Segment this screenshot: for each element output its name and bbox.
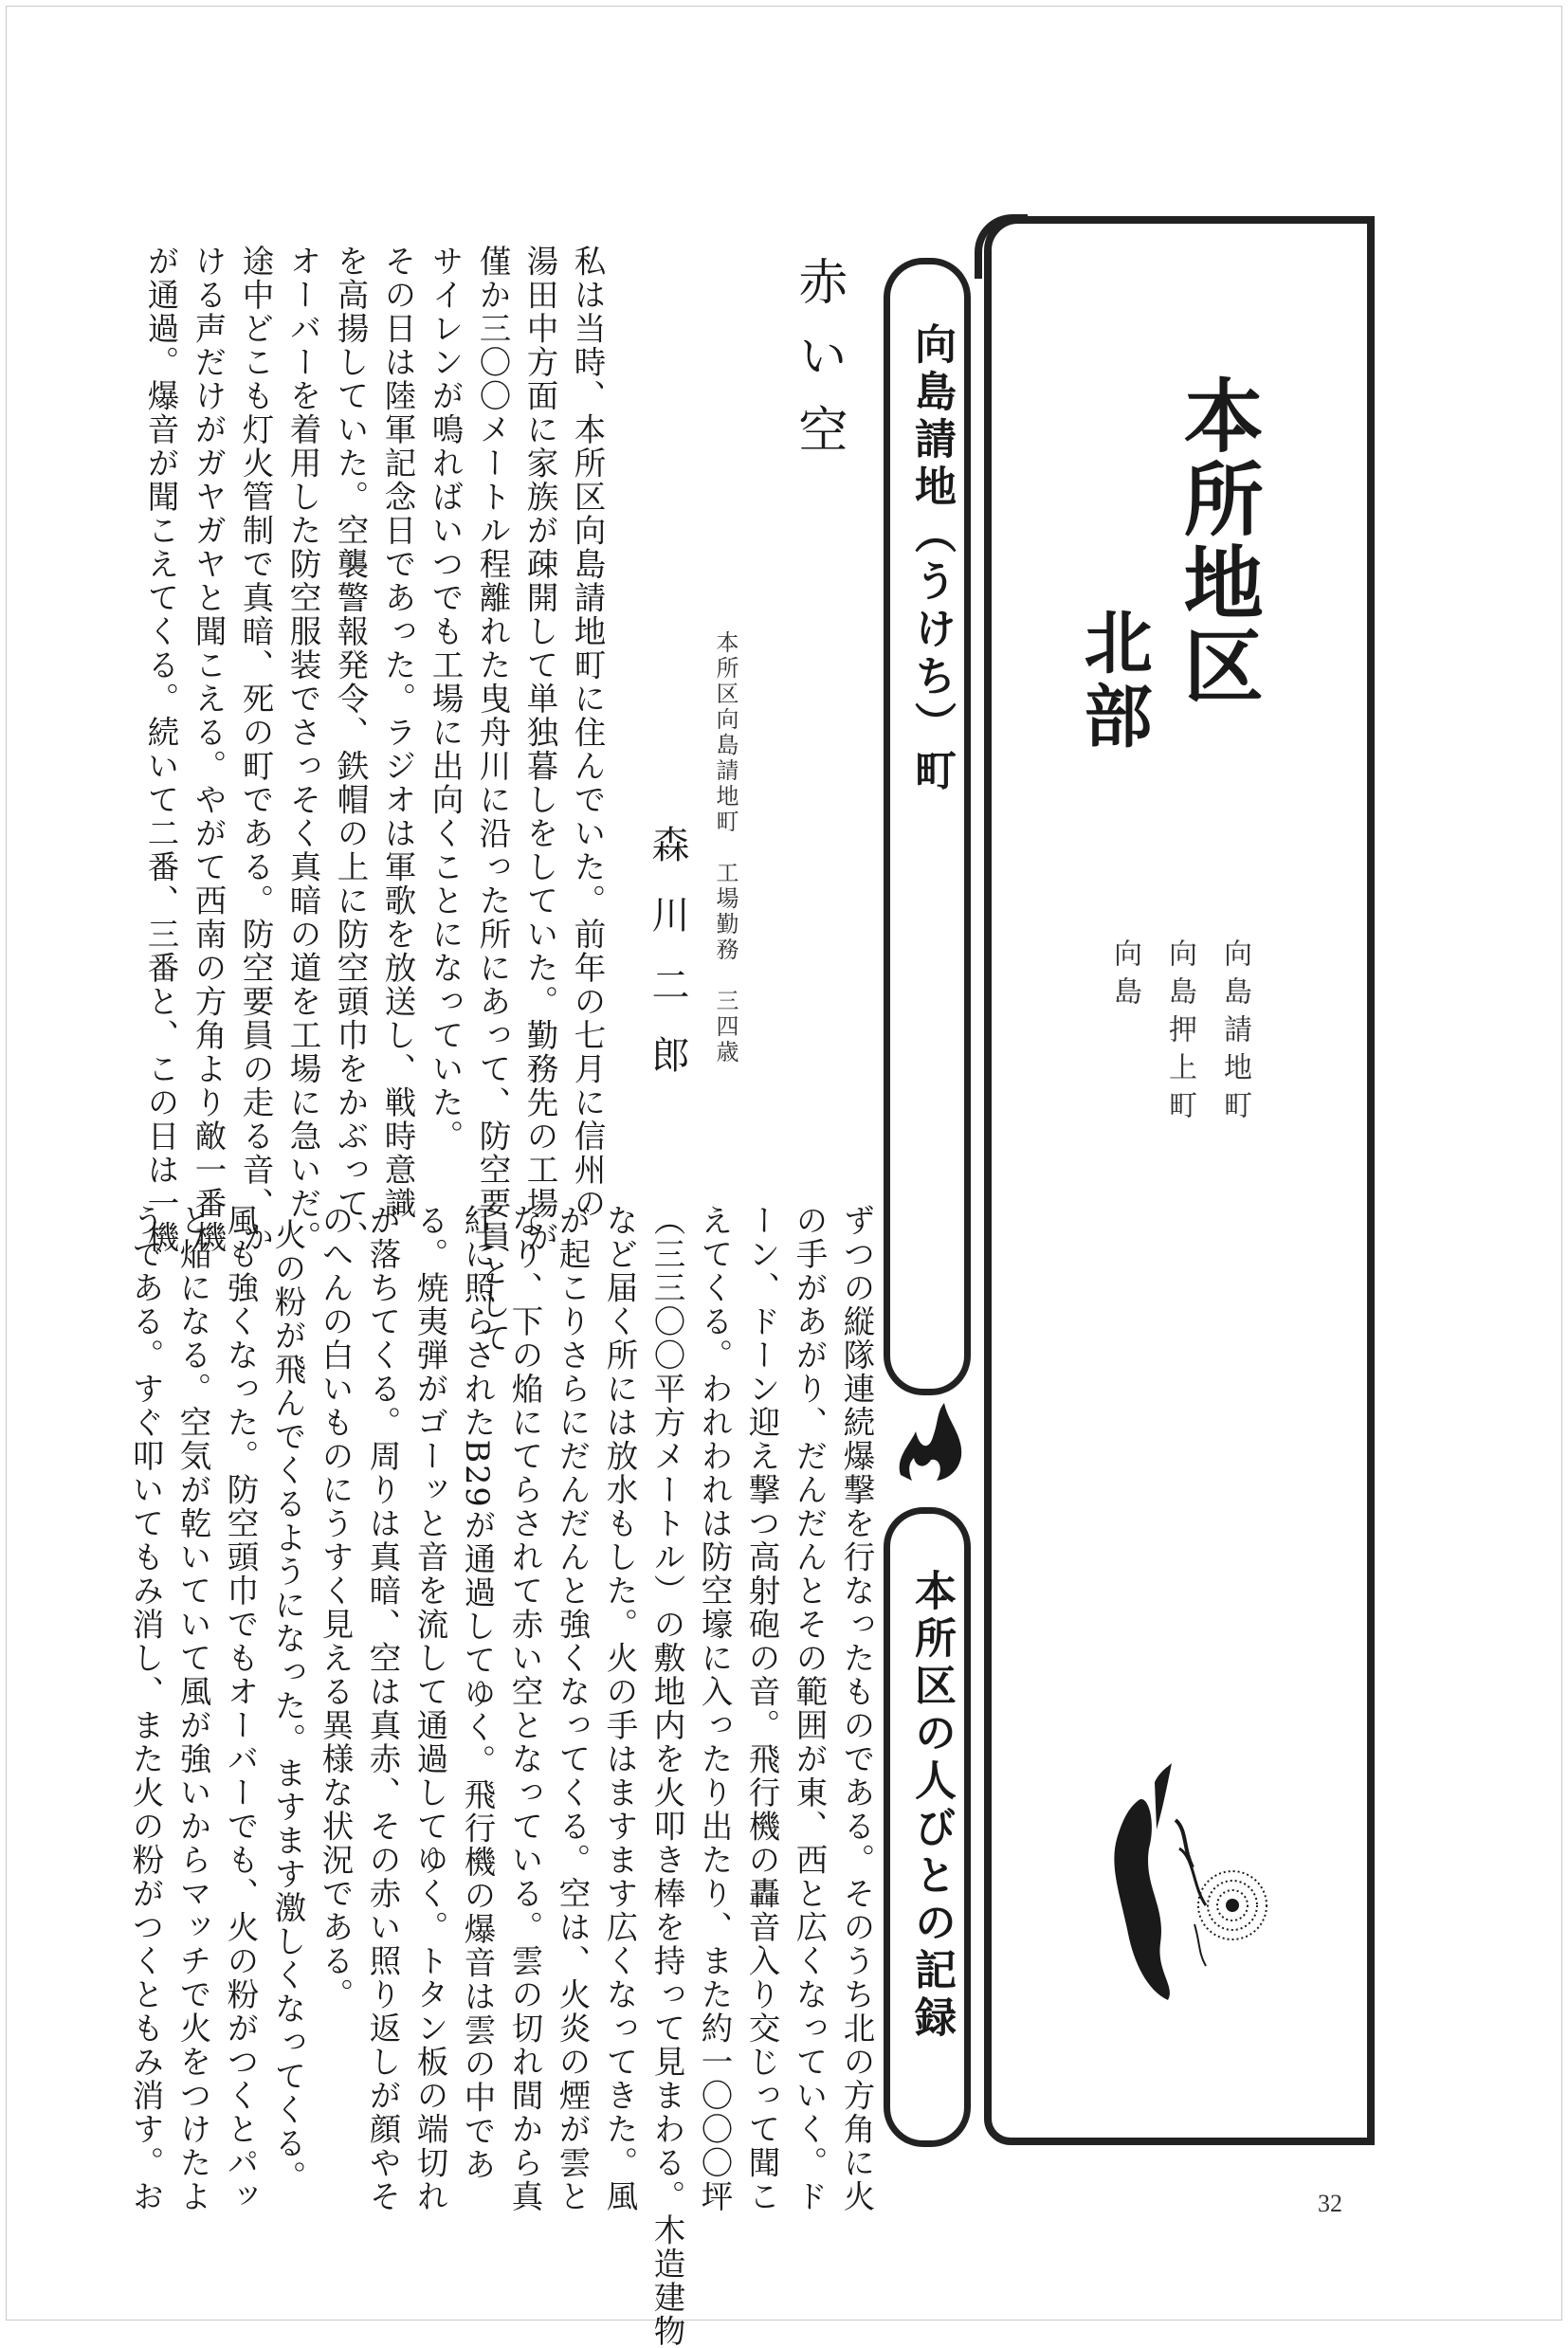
text-column: オーバーを着用した防空服装でさっそく真暗の道を工場に急いだ。 — [284, 245, 321, 1254]
text-column: 私は当時、本所区向島請地町に住んでいた。前年の七月に信州の — [569, 245, 606, 1221]
text-column: のへんの白いものにうすく見える異様な状況である。 — [317, 1204, 354, 2011]
ink-illustration — [1081, 1763, 1289, 2010]
flame-ornament-icon — [891, 1401, 967, 1486]
district-title: 本所地区 — [1171, 374, 1266, 708]
text-column: ーン、ドーン迎え撃つ高射砲の音。飛行機の轟音入り交じって聞こ — [743, 1204, 780, 2213]
text-column: 湯田中方面に家族が疎開して単独暮しをしていた。勤務先の工場が — [521, 245, 558, 1254]
text-column: うである。すぐ叩いてもみ消し、また火の粉がつくともみ消す。お — [127, 1204, 164, 2213]
area-item: 向島押上町 — [1163, 938, 1196, 1128]
text-column: 風も強くなった。防空頭巾でもオーバーでも、火の粉がつくとパッ — [222, 1204, 259, 2213]
area-heading: 向島請地（うけち）町 — [907, 322, 956, 796]
text-column: （三三〇〇平方メートル）の敷地内を火叩き棒を持って見まわる。木造建物 — [648, 1204, 685, 2348]
area-item: 向島請地町 — [1218, 938, 1251, 1128]
text-column: と焔になる。空気が乾いていて風が強いからマッチで火をつけたよ — [174, 1204, 211, 2213]
series-heading: 本所区の人びとの記録 — [907, 1569, 956, 2043]
text-column: 火の粉が飛んでくるようになった。ますます激しくなってくる。 — [269, 1218, 306, 2194]
district-subtitle: 北部 — [1072, 607, 1154, 755]
text-column: 紅に照らされたB29が通過してゆく。飛行機の爆音は雲の中であ — [459, 1204, 496, 2182]
text-column: 途中どこも灯火管制で真暗、死の町である。防空要員の走る音、か — [237, 245, 274, 1254]
text-column: が通過。爆音が聞こえてくる。続いて二番、三番と、この日は一機 — [142, 245, 179, 1254]
author-meta: 本所区向島請地町 工場勤務 三四歳 — [712, 630, 738, 1065]
text-column: サイレンが鳴ればいつでも工場に出向くことになっていた。 — [427, 245, 464, 1154]
author-name: 森川二郎 — [646, 825, 689, 1105]
story-title: 赤い空 — [790, 256, 847, 478]
text-column: が起こりさらにだんだんと強くなってくる。空は、火炎の煙が雲と — [554, 1204, 591, 2213]
text-column: 僅か三〇〇メートル程離れた曳舟川に沿った所にあって、防空要員として — [474, 245, 511, 1356]
text-column: えてくる。われわれは防空壕に入ったり出たり、また約一〇〇〇坪 — [696, 1204, 733, 2213]
text-column: を高揚していた。空襲警報発令、鉄帽の上に防空頭巾をかぶって、 — [332, 245, 369, 1254]
text-column: その日は陸軍記念日であった。ラジオは軍歌を放送し、戦時意識 — [379, 245, 416, 1221]
area-item: 向島 — [1108, 938, 1141, 1014]
text-column: る。焼夷弾がゴーッと音を流して通過してゆく。トタン板の端切れ — [411, 1204, 448, 2213]
text-column: なり、下の焔にてらされて赤い空となっている。雲の切れ間から真 — [506, 1204, 543, 2213]
text-column: が落ちてくる。周りは真暗、空は真赤、その赤い照り返しが顔やそ — [364, 1204, 401, 2213]
text-column: など届く所には放水もした。火の手はますます広くなってきた。風 — [601, 1204, 638, 2213]
page-number: 32 — [1318, 2190, 1342, 2217]
text-column: ずつの縦隊連続爆撃を行なったものである。そのうち北の方角に火 — [838, 1204, 875, 2213]
text-column: ける声だけがガヤガヤと聞こえる。やがて西南の方角より敵一番機 — [190, 245, 227, 1254]
text-column: の手があがり、だんだんとその範囲が東、西と広くなっていく。ド — [791, 1204, 828, 2213]
